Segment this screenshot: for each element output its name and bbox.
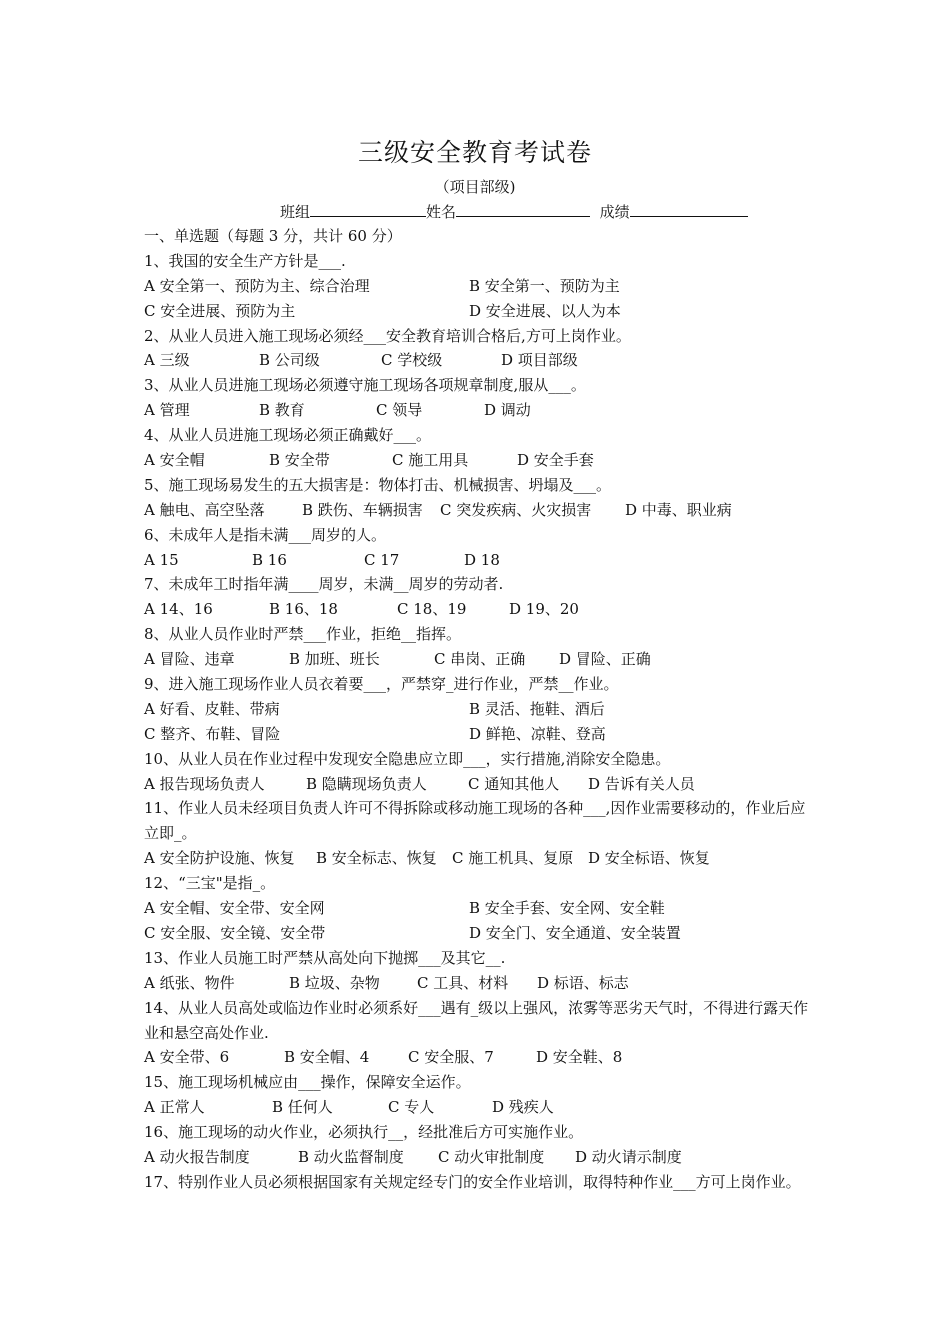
answer-option[interactable]: D 项目部级	[501, 351, 578, 370]
answer-option[interactable]: D 安全手套	[517, 451, 594, 470]
field-label-score: 成绩	[599, 203, 630, 221]
option-row	[144, 274, 814, 299]
answer-option[interactable]: D 鲜艳、凉鞋、登高	[469, 724, 606, 743]
question-text: 3、从业人员进施工现场必须遵守施工现场各项规章制度,服从___。	[144, 376, 586, 395]
answer-option[interactable]: B 安全标志、恢复	[316, 849, 437, 868]
answer-option[interactable]: B 公司级	[259, 351, 320, 370]
answer-option[interactable]: D 18	[464, 550, 500, 569]
answer-option[interactable]: D 标语、标志	[537, 973, 629, 992]
answer-option[interactable]: D 19、20	[509, 600, 579, 619]
answer-option[interactable]: A 冒险、违章	[144, 650, 235, 669]
option-row	[144, 697, 814, 722]
question-text: 15、施工现场机械应由___操作，保障安全运作。	[144, 1073, 471, 1092]
question-text: 10、从业人员在作业过程中发现安全隐患应立即___，实行措施,消除安全隐患。	[144, 749, 671, 768]
answer-option[interactable]: B 教育	[259, 401, 305, 420]
question-text: 8、从业人员作业时严禁___作业，拒绝__指挥。	[144, 625, 462, 644]
option-row	[144, 1045, 814, 1070]
question-text: 2、从业人员进入施工现场必须经___安全教育培训合格后,方可上岗作业。	[144, 326, 631, 345]
answer-option[interactable]: A 三级	[144, 351, 190, 370]
answer-option[interactable]: A 纸张、物件	[144, 973, 235, 992]
answer-option[interactable]: C 突发疾病、火灾损害	[440, 500, 592, 519]
answer-option[interactable]: A 管理	[144, 401, 190, 420]
option-row	[144, 921, 814, 946]
answer-option[interactable]: C 施工机具、复原	[452, 849, 574, 868]
answer-option[interactable]: A 正常人	[144, 1098, 205, 1117]
answer-option[interactable]: A 安全防护设施、恢复	[144, 849, 295, 868]
answer-option[interactable]: B 任何人	[272, 1098, 333, 1117]
question-text: 14、从业人员高处或临边作业时必须系好___遇有_级以上强风，浓雾等恶劣天气时，不得进行露天作业和悬空高处作业.	[144, 998, 809, 1042]
answer-option[interactable]: B 安全帽、4	[284, 1048, 370, 1067]
question-text: 17、特别作业人员必须根据国家有关规定经专门的安全作业培训，取得特种作业___方可上岗作业。	[144, 1172, 801, 1191]
question-text: 13、作业人员施工时严禁从高处向下抛掷___及其它__.	[144, 948, 506, 967]
answer-option[interactable]: A 15	[144, 550, 179, 569]
option-row	[144, 772, 814, 797]
option-row	[144, 299, 814, 324]
student-info-fields	[280, 201, 780, 222]
answer-option[interactable]: C 工具、材料	[417, 973, 509, 992]
answer-option[interactable]: A 安全帽	[144, 451, 205, 470]
option-row	[144, 398, 814, 423]
option-row	[144, 971, 814, 996]
answer-option[interactable]: C 18、19	[397, 600, 467, 619]
question-text: 7、未成年工时指年满____周岁，未满__周岁的劳动者.	[144, 575, 504, 594]
question-list	[144, 224, 814, 1195]
option-row	[144, 498, 814, 523]
answer-option[interactable]: B 跌伤、车辆损害	[302, 500, 423, 519]
question-text: 1、我国的安全生产方针是___.	[144, 251, 346, 270]
option-row	[144, 1145, 814, 1170]
option-row	[144, 448, 814, 473]
question-text: 12、“三宝"是指_。	[144, 874, 276, 893]
option-row	[144, 846, 814, 871]
answer-option[interactable]: B 隐瞒现场负责人	[306, 774, 427, 793]
answer-option[interactable]: D 动火请示制度	[575, 1148, 682, 1167]
answer-option[interactable]: B 安全手套、安全网、安全鞋	[469, 899, 665, 918]
exam-subtitle: （项目部级)	[434, 178, 516, 196]
class-blank[interactable]	[310, 202, 426, 217]
answer-option[interactable]: D 安全门、安全通道、安全装置	[469, 923, 681, 942]
name-blank[interactable]	[456, 202, 590, 217]
answer-option[interactable]: B 安全第一、预防为主	[469, 276, 620, 295]
answer-option[interactable]: C 专人	[388, 1098, 435, 1117]
question-text: 6、未成年人是指未满___周岁的人。	[144, 525, 387, 544]
answer-option[interactable]: D 调动	[484, 401, 531, 420]
answer-option[interactable]: C 串岗、正确	[434, 650, 526, 669]
answer-option[interactable]: B 加班、班长	[289, 650, 380, 669]
answer-option[interactable]: A 触电、高空坠落	[144, 500, 265, 519]
field-label-class: 班组	[280, 203, 311, 221]
answer-option[interactable]: C 通知其他人	[468, 774, 560, 793]
answer-option[interactable]: C 学校级	[381, 351, 443, 370]
answer-option[interactable]: D 安全标语、恢复	[588, 849, 710, 868]
answer-option[interactable]: C 整齐、布鞋、冒险	[144, 724, 281, 743]
answer-option[interactable]: A 报告现场负责人	[144, 774, 265, 793]
answer-option[interactable]: A 14、16	[144, 600, 213, 619]
answer-option[interactable]: C 施工用具	[392, 451, 469, 470]
answer-option[interactable]: A 安全第一、预防为主、综合治理	[144, 276, 370, 295]
section-heading: 一、单选题（每题 3 分，共计 60 分）	[144, 227, 402, 245]
question-text: 9、进入施工现场作业人员衣着要___，严禁穿_进行作业，严禁__作业。	[144, 675, 619, 694]
answer-option[interactable]: D 中毒、职业病	[625, 500, 732, 519]
answer-option[interactable]: A 动火报告制度	[144, 1148, 250, 1167]
answer-option[interactable]: B 16	[252, 550, 287, 569]
answer-option[interactable]: D 安全鞋、8	[536, 1048, 623, 1067]
question-text: 11、作业人员未经项目负责人许可不得拆除或移动施工现场的各种___,因作业需要移动的，作业后应立即_。	[144, 799, 806, 843]
answer-option[interactable]: B 垃圾、杂物	[289, 973, 380, 992]
answer-option[interactable]: D 告诉有关人员	[588, 774, 695, 793]
question-text: 5、施工现场易发生的五大损害是：物体打击、机械损害、坍塌及___。	[144, 475, 612, 494]
answer-option[interactable]: D 冒险、正确	[559, 650, 651, 669]
answer-option[interactable]: C 领导	[376, 401, 423, 420]
answer-option[interactable]: B 16、18	[269, 600, 338, 619]
answer-option[interactable]: B 动火监督制度	[298, 1148, 404, 1167]
answer-option[interactable]: B 灵活、拖鞋、酒后	[469, 699, 605, 718]
answer-option[interactable]: C 安全进展、预防为主	[144, 301, 296, 320]
answer-option[interactable]: A 好看、皮鞋、带病	[144, 699, 280, 718]
option-row	[144, 647, 814, 672]
exam-title: 三级安全教育考试卷	[357, 138, 592, 167]
option-row	[144, 548, 814, 573]
answer-option[interactable]: A 安全帽、安全带、安全网	[144, 899, 325, 918]
score-blank[interactable]	[630, 202, 748, 217]
answer-option[interactable]: A 安全带、6	[144, 1048, 230, 1067]
answer-option[interactable]: C 安全服、安全镜、安全带	[144, 923, 326, 942]
question-text: 4、从业人员进施工现场必须正确戴好___。	[144, 426, 432, 445]
question-text: 16、施工现场的动火作业，必须执行__，经批准后方可实施作业。	[144, 1123, 584, 1142]
option-row	[144, 597, 814, 622]
option-row	[144, 722, 814, 747]
answer-option[interactable]: C 17	[364, 550, 400, 569]
option-row	[144, 896, 814, 921]
option-row	[144, 1095, 814, 1120]
answer-option[interactable]: C 动火审批制度	[438, 1148, 545, 1167]
answer-option[interactable]: B 安全带	[269, 451, 330, 470]
answer-option[interactable]: D 安全进展、以人为本	[469, 301, 621, 320]
option-row	[144, 348, 814, 373]
answer-option[interactable]: D 残疾人	[492, 1098, 554, 1117]
answer-option[interactable]: C 安全服、7	[408, 1048, 494, 1067]
field-label-name: 姓名	[426, 203, 457, 221]
